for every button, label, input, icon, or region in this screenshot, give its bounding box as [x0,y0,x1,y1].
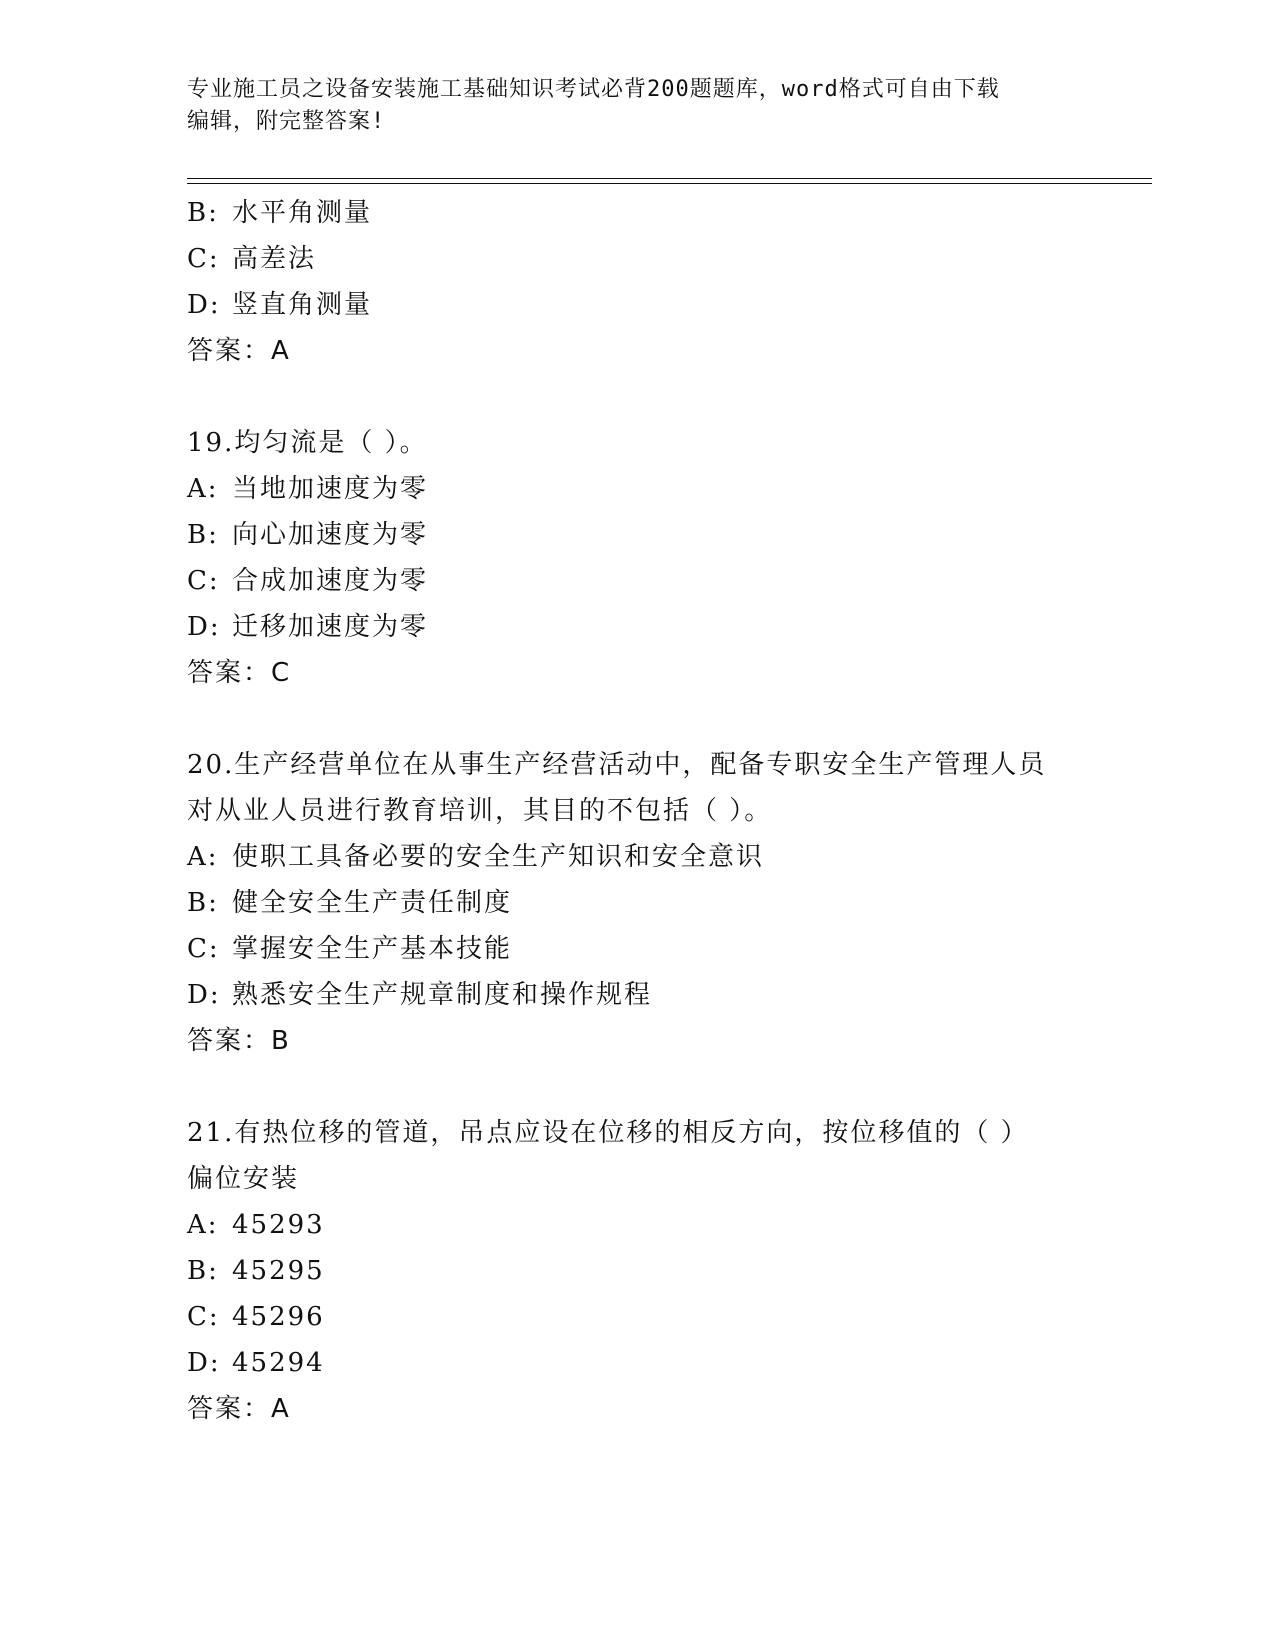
option-c [187,1294,1147,1340]
option-text: 45293 [232,1210,325,1240]
question-text-line-2: 偏位安装 [187,1164,300,1194]
option-label: D: [187,1348,221,1378]
option-b [187,1248,1147,1294]
option-text: 向心加速度为零 [232,520,429,550]
option-label: A: [187,1210,219,1240]
option-text: 45295 [232,1256,325,1286]
option-text: 水平角测量 [232,198,373,228]
option-label: A: [187,842,219,872]
option-label: A: [187,474,219,504]
answer: 答案：C [187,658,292,688]
option-b [187,880,1147,926]
option-label: D: [187,612,221,642]
option-text: 合成加速度为零 [232,566,429,596]
option-c [187,236,1147,282]
question-19 [187,420,1147,696]
option-label: B: [187,198,219,228]
header-divider-top [187,178,1152,179]
option-label: C: [187,1302,220,1332]
option-d [187,972,1147,1018]
question-18-tail [187,190,1147,374]
question-text-line-2: 对从业人员进行教育培训，其目的不包括（ ）。 [187,796,773,826]
question-text-line-1: 21.有热位移的管道，吊点应设在位移的相反方向，按位移值的（ ） [187,1118,1029,1148]
option-label: C: [187,566,220,596]
option-label: C: [187,244,220,274]
answer: 答案：B [187,1026,291,1056]
option-b [187,512,1147,558]
option-text: 45296 [232,1302,325,1332]
option-label: B: [187,520,219,550]
option-text: 健全安全生产责任制度 [232,888,513,918]
option-label: C: [187,934,220,964]
option-label: D: [187,980,221,1010]
option-c [187,558,1147,604]
option-a [187,1202,1147,1248]
question-20 [187,742,1147,1064]
option-d [187,282,1147,328]
header-divider-bottom [187,183,1152,184]
option-b [187,190,1147,236]
option-label: B: [187,888,219,918]
option-c [187,926,1147,972]
question-text: 19.均匀流是（ ）。 [187,428,428,458]
option-text: 掌握安全生产基本技能 [232,934,513,964]
header-line-1: 专业施工员之设备安装施工基础知识考试必背200题题库，word格式可自由下载 [187,77,1000,102]
option-label: D: [187,290,221,320]
option-text: 使职工具备必要的安全生产知识和安全意识 [232,842,765,872]
option-a [187,466,1147,512]
question-21 [187,1110,1147,1432]
option-text: 高差法 [232,244,317,274]
option-d [187,604,1147,650]
question-list [187,190,1147,1432]
option-text: 当地加速度为零 [232,474,429,504]
option-d [187,1340,1147,1386]
option-text: 竖直角测量 [232,290,373,320]
option-text: 45294 [232,1348,325,1378]
header-line-2: 编辑，附完整答案! [187,109,386,134]
option-a [187,834,1147,880]
option-label: B: [187,1256,219,1286]
option-text: 熟悉安全生产规章制度和操作规程 [232,980,653,1010]
question-text-line-1: 20.生产经营单位在从事生产经营活动中，配备专职安全生产管理人员 [187,750,1047,780]
answer: 答案：A [187,336,291,366]
option-text: 迁移加速度为零 [232,612,429,642]
document-header [187,74,1087,138]
answer: 答案：A [187,1394,291,1424]
